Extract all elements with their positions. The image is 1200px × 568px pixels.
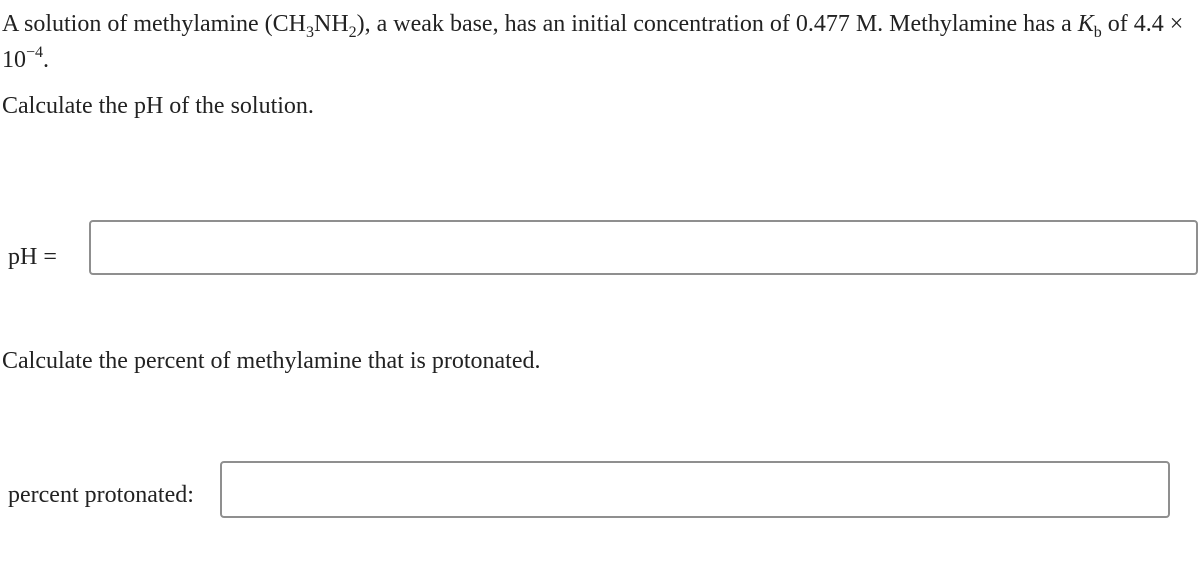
percent-protonated-label: percent protonated: [8, 482, 194, 508]
subscript-2: 2 [348, 24, 357, 41]
problem-end-text: . [43, 47, 50, 73]
question-percent-protonated: Calculate the percent of methylamine that is protonated. [2, 348, 541, 374]
exponent: −4 [26, 44, 44, 61]
ph-label: pH = [8, 244, 57, 270]
question-ph: Calculate the pH of the solution. [2, 93, 314, 119]
kb-symbol [1077, 11, 1102, 41]
k-letter: K [1077, 11, 1094, 37]
k-subscript: b [1093, 24, 1102, 41]
percent-protonated-input[interactable] [220, 461, 1170, 518]
problem-formula-text: NH [313, 11, 349, 37]
problem-body-text: ), a weak base, has an initial concentration of 0.477 M. Methylamine has a [356, 11, 1078, 37]
subscript-3: 3 [305, 24, 314, 41]
problem-intro-text: A solution of methylamine (CH [2, 11, 306, 37]
ph-answer-input[interactable] [89, 220, 1198, 275]
problem-value-text: of 4.4 × 10 [2, 11, 1184, 73]
problem-statement [2, 6, 1192, 78]
